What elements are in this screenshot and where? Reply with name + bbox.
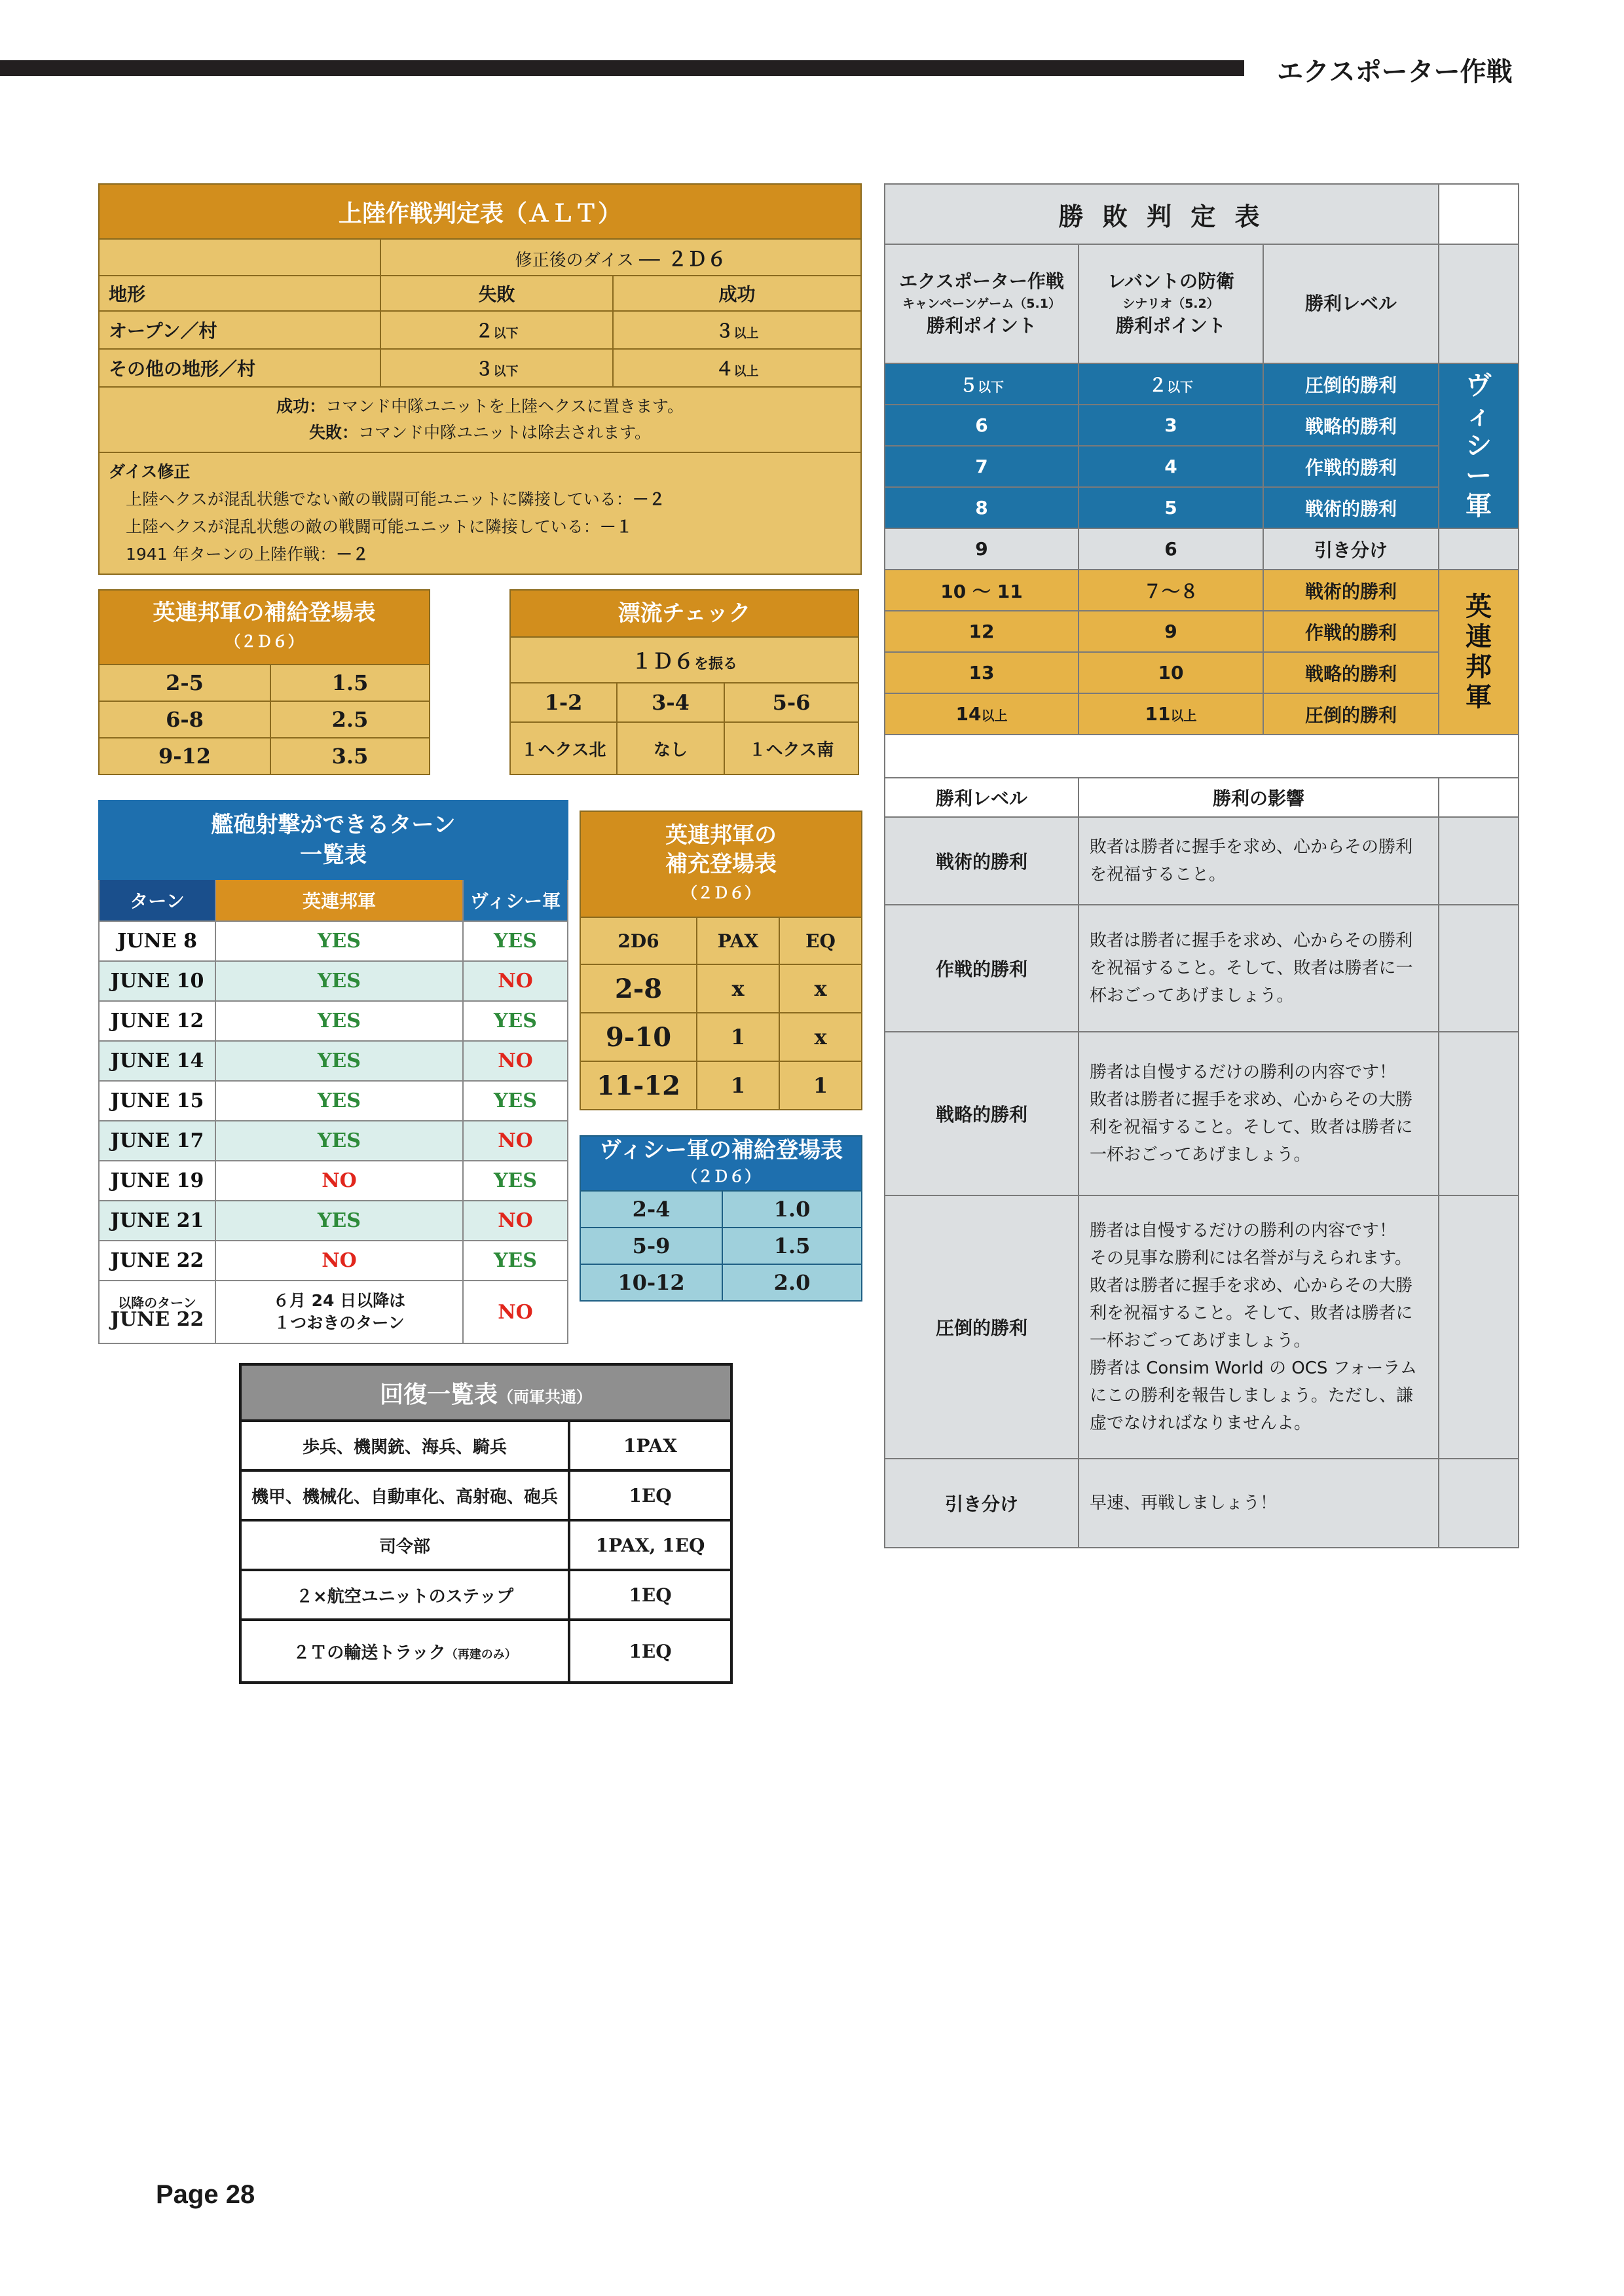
naval-vichy-value: NO [463,1041,568,1081]
drift-title: 漂流チェック [510,590,858,637]
victory-campaign-points: ５以下 [885,363,1079,405]
effects-row [885,905,1519,1032]
vichy-supply-table [580,1135,862,1302]
recovery-cost: 1PAX [569,1421,731,1470]
effects-col-effect: 勝利の影響 [1079,778,1439,817]
bc-replacement-pax: 1 [697,1013,779,1061]
naval-turn: JUNE 15 [99,1081,215,1121]
bc-replacement-eq: 1 [779,1061,862,1110]
victory-row [885,570,1519,611]
alt-title: 上陸作戦判定表（ＡＬＴ） [99,184,861,239]
victory-scenario-points: ７～８ [1079,570,1263,611]
victory-row [885,693,1519,735]
victory-table [884,183,1519,1548]
naval-vichy-value: YES [463,921,568,961]
drift-result: なし [617,722,724,774]
alt-col-success: 成功 [613,276,861,311]
vichy-supply-roll: 2-4 [580,1191,722,1228]
naval-vichy-value: NO [463,961,568,1001]
bc-replacement-roll: 9-10 [580,1013,697,1061]
recovery-cost: 1EQ [569,1570,731,1620]
effects-text: 敗者は勝者に握手を求め、心からその勝利 を祝福すること。 [1079,817,1439,905]
alt-blank-cell [99,239,380,276]
naval-row [99,921,568,961]
victory-col-scenario: レバントの防衛 シナリオ（5.2） 勝利ポイント [1079,244,1263,363]
victory-level: 戦術的勝利 [1263,570,1439,611]
victory-campaign-points: 13 [885,652,1079,693]
victory-row [885,405,1519,446]
drift-roll: 5-6 [724,683,858,722]
naval-turn: JUNE 17 [99,1121,215,1161]
side-label-vichy: ヴ ィ シ ー 軍 [1439,363,1519,528]
naval-bc-value: YES [215,1081,463,1121]
naval-row [99,1081,568,1121]
drift-roll: 3-4 [617,683,724,722]
alt-row-terrain: オープン／村 [99,311,380,349]
victory-scenario-points: 6 [1079,528,1263,570]
bc-replacement-col: PAX [697,917,779,964]
effects-text: 勝者は自慢するだけの勝利の内容です！ その見事な勝利には名誉が与えられます。 敗者は勝者に握手を求め、心からその大勝 利を祝福すること。そして、敗者は勝者に 一杯おごってあげましょう。 勝者は Consim World の OCS フォーラム にこの勝利を報告しましょう。ただし、謙 虚でなければなりませんよ。 [1079,1195,1439,1459]
naval-turn: JUNE 8 [99,921,215,961]
effects-level: 作戦的勝利 [885,905,1079,1032]
naval-bc-value: YES [215,1001,463,1041]
victory-row [885,652,1519,693]
victory-blank [1439,244,1519,363]
alt-dice-caption: 修正後のダイス ── ２Ｄ６ [380,239,861,276]
bc-replacement-roll: 11-12 [580,1061,697,1110]
effects-level: 圧倒的勝利 [885,1195,1079,1459]
victory-scenario-points: ２以下 [1079,363,1263,405]
naval-vichy-value: YES [463,1241,568,1281]
naval-row [99,1201,568,1241]
page-number: Page 28 [156,2180,255,2209]
naval-last-bc: ６月 24 日以降は １つおきのターン [215,1281,463,1343]
naval-bc-value: YES [215,1121,463,1161]
naval-turn: JUNE 21 [99,1201,215,1241]
naval-bc-value: YES [215,921,463,961]
bc-supply-roll: 2-5 [99,665,270,701]
alt-result-notes: 成功：コマンド中隊ユニットを上陸ヘクスに置きます。 失敗：コマンド中隊ユニットは除去されます。 [99,387,861,452]
header-bar [0,60,1244,76]
naval-row [99,961,568,1001]
victory-blank [1439,528,1519,570]
victory-blank [1439,778,1519,817]
victory-level: 引き分け [1263,528,1439,570]
recovery-title: 回復一覧表（両軍共通） [240,1364,731,1421]
effects-col-level: 勝利レベル [885,778,1079,817]
alt-table [98,183,862,575]
bc-replacement-pax: 1 [697,1061,779,1110]
bc-replacement-eq: x [779,964,862,1013]
victory-scenario-points: 9 [1079,611,1263,652]
drift-roll: 1-2 [510,683,617,722]
effects-row [885,817,1519,905]
naval-col-vichy: ヴィシー軍 [463,879,568,921]
naval-vichy-value: NO [463,1201,568,1241]
victory-title: 勝 敗 判 定 表 [885,184,1439,244]
alt-col-terrain: 地形 [99,276,380,311]
effects-row [885,1032,1519,1195]
alt-row-success: ４以上 [613,349,861,387]
victory-col-campaign: エクスポーター作戦 キャンペーンゲーム（5.1） 勝利ポイント [885,244,1079,363]
victory-level: 圧倒的勝利 [1263,693,1439,735]
drift-result: １ヘクス南 [724,722,858,774]
alt-row-fail: ３以下 [380,349,613,387]
naval-vichy-value: YES [463,1081,568,1121]
victory-campaign-points: 8 [885,487,1079,528]
bc-supply-value: 3.5 [270,738,430,774]
drift-result: １ヘクス北 [510,722,617,774]
victory-blank [1439,905,1519,1032]
recovery-unit: 司令部 [240,1520,569,1570]
victory-campaign-points: 12 [885,611,1079,652]
victory-campaign-points: 7 [885,446,1079,487]
naval-vichy-value: NO [463,1121,568,1161]
drift-check-table [509,589,859,775]
recovery-cost: 1PAX, 1EQ [569,1520,731,1570]
victory-level: 戦術的勝利 [1263,487,1439,528]
naval-row [99,1161,568,1201]
bc-supply-roll: 9-12 [99,738,270,774]
drift-dice: １Ｄ６を振る [510,637,858,683]
naval-bc-value: YES [215,1041,463,1081]
bc-replacement-col: 2D6 [580,917,697,964]
naval-bc-value: YES [215,1201,463,1241]
naval-bc-value: NO [215,1161,463,1201]
naval-row [99,1121,568,1161]
recovery-cost: 1EQ [569,1470,731,1520]
naval-vichy-value: YES [463,1001,568,1041]
naval-bc-value: NO [215,1241,463,1281]
victory-row [885,363,1519,405]
recovery-unit: 機甲、機械化、自動車化、高射砲、砲兵 [240,1470,569,1520]
recovery-cost: 1EQ [569,1620,731,1683]
naval-title: 艦砲射撃ができるターン 一覧表 [99,801,568,879]
victory-level: 戦略的勝利 [1263,652,1439,693]
bc-supply-table [98,589,430,775]
effects-level: 戦略的勝利 [885,1032,1079,1195]
victory-scenario-points: 3 [1079,405,1263,446]
naval-col-turn: ターン [99,879,215,921]
bc-supply-value: 1.5 [270,665,430,701]
victory-level: 作戦的勝利 [1263,446,1439,487]
alt-col-fail: 失敗 [380,276,613,311]
bc-supply-title: 英連邦軍の補給登場表 （２Ｄ６） [99,590,430,665]
victory-campaign-points: 9 [885,528,1079,570]
victory-campaign-points: 10 ～ 11 [885,570,1079,611]
effects-level: 戦術的勝利 [885,817,1079,905]
victory-col-level: 勝利レベル [1263,244,1439,363]
naval-turn: JUNE 22 [99,1241,215,1281]
vichy-supply-value: 1.5 [722,1228,862,1264]
victory-blank [1439,1032,1519,1195]
bc-replacement-pax: x [697,964,779,1013]
victory-level: 圧倒的勝利 [1263,363,1439,405]
alt-row-success: ３以上 [613,311,861,349]
bc-supply-value: 2.5 [270,701,430,738]
victory-scenario-points: 5 [1079,487,1263,528]
recovery-table [239,1363,733,1684]
effects-row [885,1195,1519,1459]
naval-row [99,1001,568,1041]
naval-turn: JUNE 19 [99,1161,215,1201]
naval-row [99,1241,568,1281]
bc-replacement-roll: 2-8 [580,964,697,1013]
bc-replacement-table [580,811,862,1110]
victory-blank [1439,1459,1519,1548]
victory-campaign-points: 6 [885,405,1079,446]
alt-row-fail: ２以下 [380,311,613,349]
victory-blank [1439,1195,1519,1459]
bc-replacement-title: 英連邦軍の 補充登場表 （２Ｄ６） [580,811,862,917]
alt-dice-modifiers: ダイス修正 上陸ヘクスが混乱状態でない敵の戦闘可能ユニットに隣接している：－２ 上陸ヘクスが混乱状態の敵の戦闘可能ユニットに隣接している：－１ 1941 年ターンの上陸作戦：－２ [99,452,861,574]
effects-text: 敗者は勝者に握手を求め、心からその勝利 を祝福すること。そして、敗者は勝者に一 杯おごってあげましょう。 [1079,905,1439,1032]
naval-vichy-value: YES [463,1161,568,1201]
victory-blank [1439,184,1519,244]
victory-level: 作戦的勝利 [1263,611,1439,652]
naval-turn: JUNE 10 [99,961,215,1001]
victory-scenario-points: 4 [1079,446,1263,487]
effects-row [885,1459,1519,1548]
recovery-unit: ２Ｔの輸送トラック（再建のみ） [240,1620,569,1683]
side-label-bc: 英 連 邦 軍 [1439,570,1519,735]
naval-turn: JUNE 12 [99,1001,215,1041]
victory-row [885,611,1519,652]
naval-bombardment-table [98,800,568,1344]
victory-spacer [885,735,1519,778]
victory-level: 戦略的勝利 [1263,405,1439,446]
effects-text: 早速、再戦しましょう！ [1079,1459,1439,1548]
bc-replacement-col: EQ [779,917,862,964]
victory-scenario-points: 10 [1079,652,1263,693]
naval-turn: JUNE 14 [99,1041,215,1081]
alt-row-terrain: その他の地形／村 [99,349,380,387]
vichy-supply-roll: 5-9 [580,1228,722,1264]
bc-replacement-eq: x [779,1013,862,1061]
naval-bc-value: YES [215,961,463,1001]
vichy-supply-title: ヴィシー軍の補給登場表 （２Ｄ６） [580,1136,862,1191]
recovery-unit: ２×航空ユニットのステップ [240,1570,569,1620]
effects-text: 勝者は自慢するだけの勝利の内容です！ 敗者は勝者に握手を求め、心からその大勝 利を祝福すること。そして、敗者は勝者に 一杯おごってあげましょう。 [1079,1032,1439,1195]
naval-last-turn: 以降のターン JUNE 22 [99,1281,215,1343]
victory-campaign-points: 14以上 [885,693,1079,735]
victory-row [885,528,1519,570]
vichy-supply-roll: 10-12 [580,1264,722,1301]
victory-row [885,487,1519,528]
recovery-unit: 歩兵、機関銃、海兵、騎兵 [240,1421,569,1470]
vichy-supply-value: 1.0 [722,1191,862,1228]
effects-level: 引き分け [885,1459,1079,1548]
page-header-title: エクスポーター作戦 [1277,56,1513,87]
naval-col-bc: 英連邦軍 [215,879,463,921]
victory-row [885,446,1519,487]
naval-last-vichy: NO [463,1281,568,1343]
naval-row [99,1041,568,1081]
victory-scenario-points: 11以上 [1079,693,1263,735]
victory-blank [1439,817,1519,905]
bc-supply-roll: 6-8 [99,701,270,738]
vichy-supply-value: 2.0 [722,1264,862,1301]
